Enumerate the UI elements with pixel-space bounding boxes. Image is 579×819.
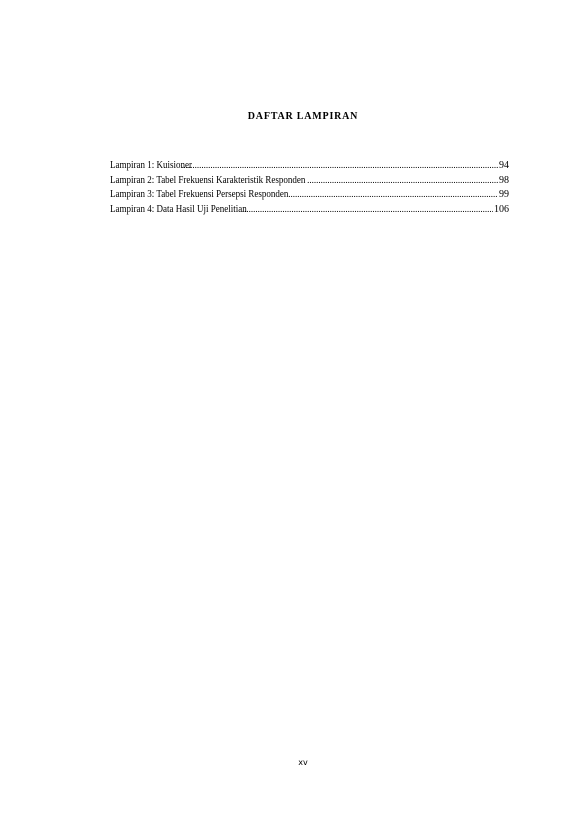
- toc-entry[interactable]: [110, 187, 509, 202]
- page-title: DAFTAR LAMPIRAN: [247, 111, 359, 122]
- dot-leader: [181, 158, 498, 173]
- toc-entry-label: Lampiran 3: Tabel Frekuensi Persepsi Responden: [110, 189, 289, 200]
- toc-entry-page: 98: [499, 174, 509, 186]
- toc-entry[interactable]: [110, 158, 509, 173]
- page-number: xv: [298, 758, 308, 767]
- toc-entry-page: 106: [494, 203, 509, 215]
- toc-entry[interactable]: [110, 173, 509, 188]
- toc-entry-page: 94: [499, 160, 509, 171]
- dot-leader: [288, 187, 498, 202]
- toc-entry-label: Lampiran 4: Data Hasil Uji Penelitian: [110, 203, 247, 215]
- toc-entry-page: 99: [499, 189, 509, 200]
- toc-entry-label: Lampiran 1: Kuisioner: [110, 160, 192, 171]
- dot-leader: [242, 202, 493, 217]
- toc-entry-label: Lampiran 2: Tabel Frekuensi Karakteristik Responden: [110, 174, 306, 186]
- dot-leader: [307, 173, 498, 188]
- appendix-list: [110, 158, 509, 216]
- toc-entry[interactable]: [110, 202, 509, 217]
